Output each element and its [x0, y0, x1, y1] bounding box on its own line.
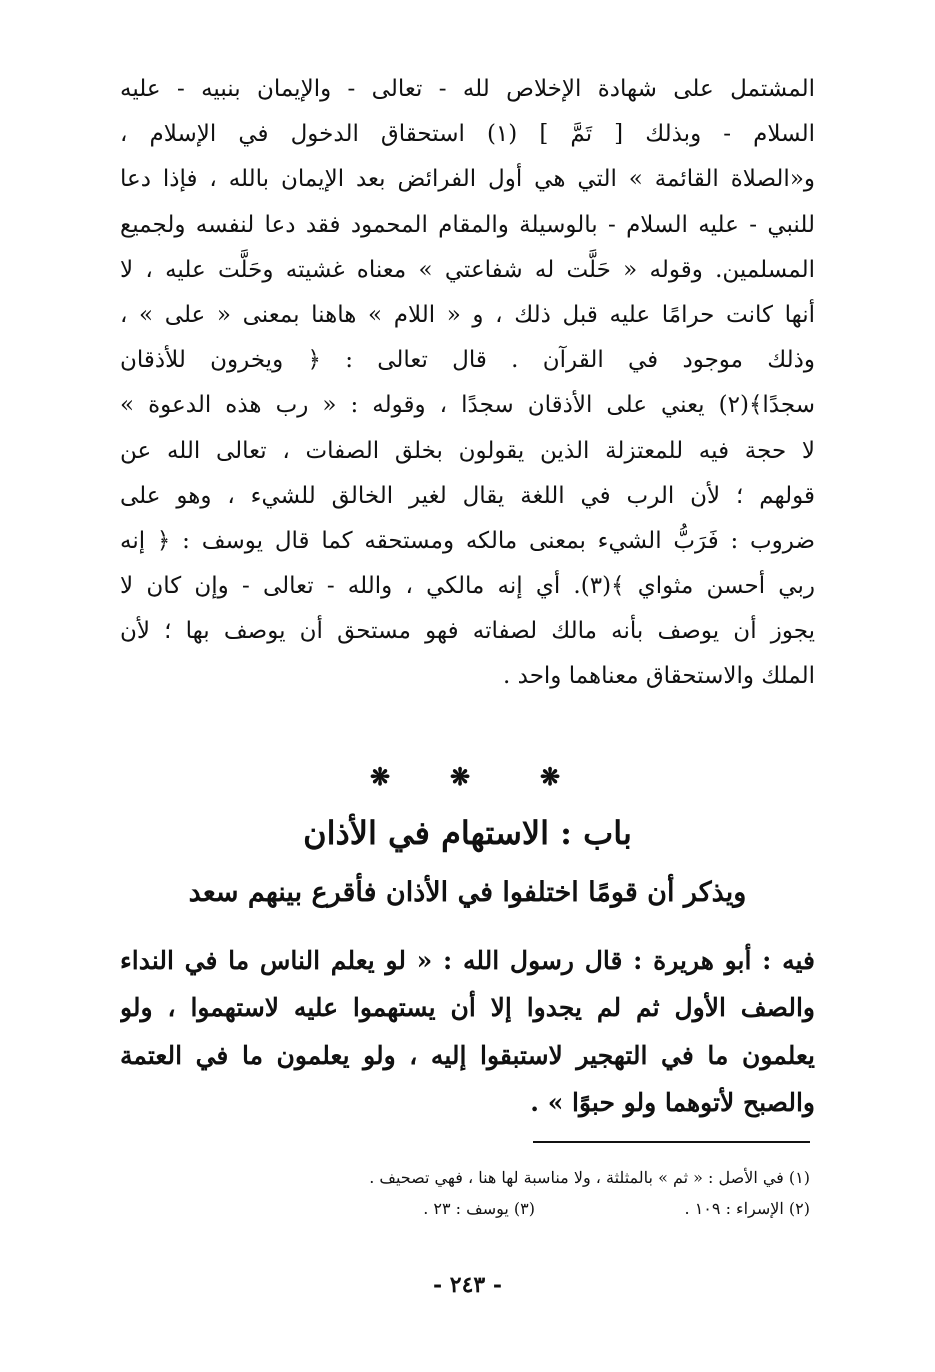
text-line: و«الصلاة القائمة » التي هي أول الفرائض بعد الإيمان بالله ، فإذا دعا — [120, 166, 815, 193]
text-line: الملك والاستحقاق معناهما واحد . — [503, 663, 815, 690]
text-line: وذلك موجود في القرآن . قال تعالى : ﴿ ويخرون للأذقان — [120, 347, 815, 374]
text-line: المسلمين. وقوله « حَلَّت له شفاعتي » معناه غشيته وحَلَّت عليه ، لا — [120, 256, 815, 283]
footnote-2: (٢) الإسراء : ١٠٩ . — [684, 1199, 810, 1218]
chapter-title: باب : الاستهام في الأذان — [303, 814, 632, 852]
commentary-paragraph — [120, 67, 815, 700]
text-line: والصبح لأتوهما ولو حبوًا » . — [530, 1087, 815, 1117]
text-line: المشتمل على شهادة الإخلاص لله - تعالى - والإيمان بنبيه - عليه — [120, 76, 815, 102]
text-line: سجدًا﴾(٢) يعني على الأذقان سجدًا ، وقوله : « رب هذه الدعوة » — [120, 392, 815, 419]
hadith-paragraph — [120, 937, 815, 1126]
text-line: فيه : أبو هريرة : قال رسول الله : « لو يعلم الناس ما في النداء — [120, 946, 815, 975]
section-separator — [0, 762, 935, 792]
text-line: والصف الأول ثم لم يجدوا إلا أن يستهموا عليه لاستهموا ، ولو — [120, 993, 815, 1023]
footnote-divider — [533, 1141, 810, 1143]
footnote-1: (١) في الأصل : « ثم » بالمثلثة ، ولا مناسبة لها هنا ، فهي تصحيف . — [369, 1168, 810, 1187]
page-number: - ٢٤٣ - — [432, 1272, 503, 1298]
text-line: قولهم ؛ لأن الرب في اللغة يقال لغير الخالق للشيء ، وهو على — [120, 482, 815, 509]
text-line: ربي أحسن مثواي ﴾(٣). أي إنه مالكي ، والله - تعالى - وإن كان لا — [120, 573, 815, 600]
text-line: يجوز أن يوصف بأنه مالك لصفاته فهو مستحق أن يوصف بها ؛ لأن — [120, 618, 815, 645]
text-line: ضروب : فَرَبُّ الشيء بمعنى مالكه ومستحقه كما قال يوسف : ﴿ إنه — [120, 527, 815, 554]
text-line: لا حجة فيه للمعتزلة الذين يقولون بخلق الصفات ، تعالى الله عن — [120, 437, 815, 464]
text-line: للنبي - عليه السلام - بالوسيلة والمقام المحمود فقد دعا لنفسه ولجميع — [120, 211, 815, 238]
star-ornament-icon: ❋ — [540, 762, 561, 791]
footnote-3: (٣) يوسف : ٢٣ . — [423, 1199, 535, 1218]
star-ornament-icon: ❋ — [370, 762, 391, 791]
text-line: أنها كانت حرامًا عليه قبل ذلك ، و « اللام » هاهنا بمعنى « على » ، — [120, 301, 815, 328]
text-line: السلام - وبذلك [ تَمَّ ] (١) استحقاق الدخول في الإسلام ، — [120, 121, 815, 148]
star-ornament-icon: ❋ — [450, 762, 471, 791]
text-line: يعلمون ما في التهجير لاستبقوا إليه ، ولو يعلمون ما في العتمة — [120, 1040, 815, 1070]
chapter-subtitle: ويذكر أن قومًا اختلفوا في الأذان فأقرع بينهم سعد — [188, 877, 747, 908]
